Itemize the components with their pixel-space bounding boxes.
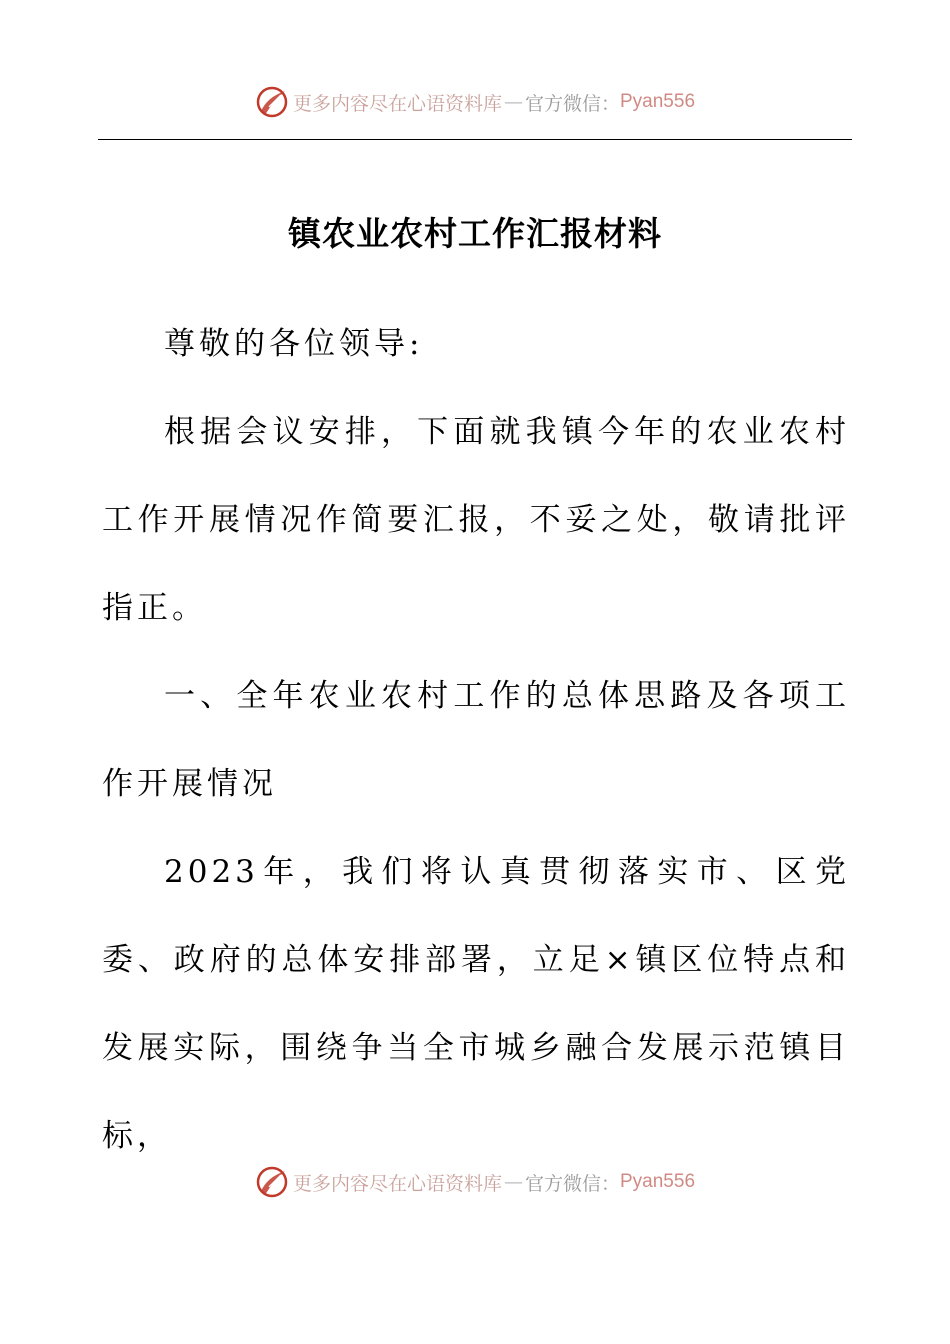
body-paragraph: 2023年，我们将认真贯彻落实市、区党委、政府的总体安排部署，立足×镇区位特点和发展实际，围绕争当全市城乡融合发展示范镇目标，: [102, 854, 850, 1154]
wechat-label: 官方微信：: [524, 1172, 620, 1195]
brand-text: 更多内容尽在心语资料库: [292, 92, 502, 115]
wechat-id: Pyan556: [620, 91, 696, 112]
salutation: 尊敬的各位领导:: [164, 326, 424, 362]
brand-text: 更多内容尽在心语资料库: [292, 1172, 502, 1195]
brand-watermark: [255, 85, 695, 119]
brand-separator: —: [503, 91, 523, 113]
wechat-id: Pyan556: [620, 1171, 696, 1192]
brand-separator: —: [503, 1171, 523, 1193]
document-title: 镇农业农村工作汇报材料: [288, 214, 662, 253]
page-footer: [0, 1162, 950, 1202]
brand-watermark: [255, 1165, 695, 1199]
page-header: [0, 82, 950, 122]
header-divider: [98, 139, 852, 140]
brand-logo-icon: [255, 85, 289, 119]
body-paragraph: 根据会议安排，下面就我镇今年的农业农村工作开展情况作简要汇报，不妥之处，敬请批评指正。: [102, 414, 850, 626]
section-heading: 一、全年农业农村工作的总体思路及各项工作开展情况: [102, 678, 850, 802]
brand-logo-icon: [255, 1165, 289, 1199]
wechat-label: 官方微信：: [524, 92, 620, 115]
document-body: [102, 300, 850, 1180]
